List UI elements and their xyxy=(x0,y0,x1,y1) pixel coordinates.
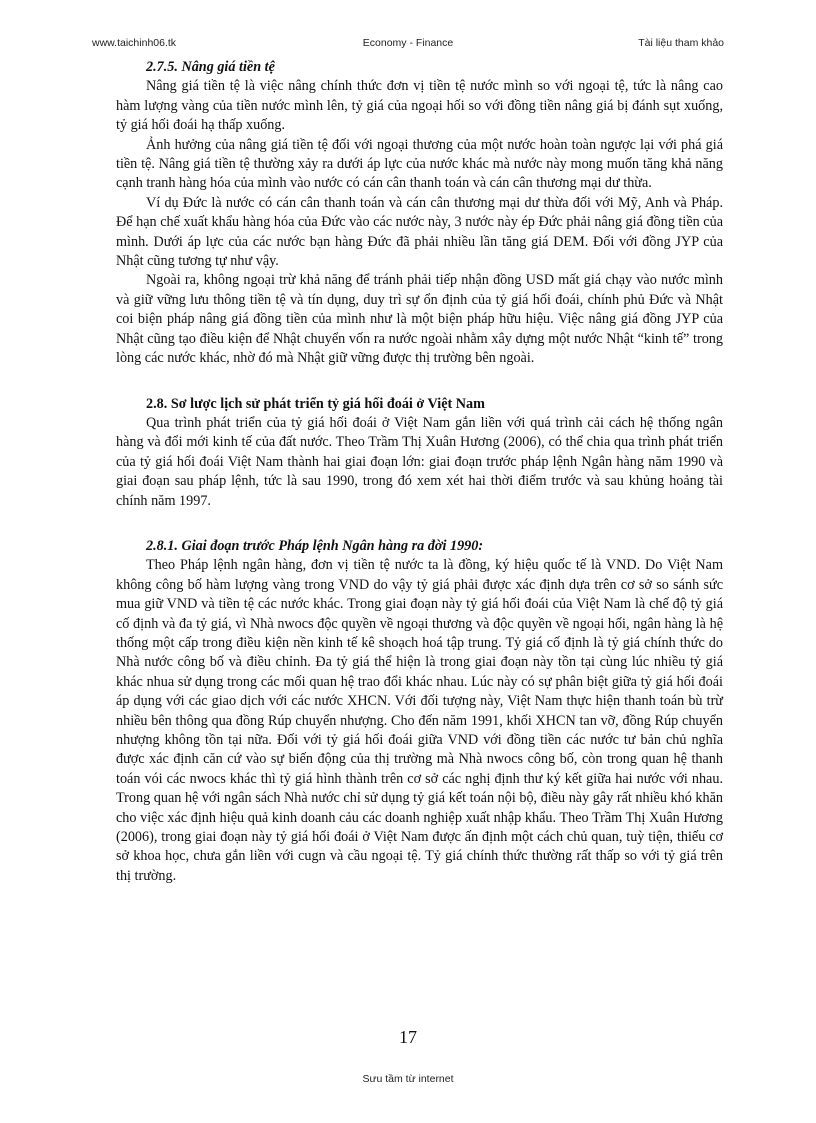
paragraph: Theo Pháp lệnh ngân hàng, đơn vị tiền tệ nước ta là đồng, ký hiệu quốc tế là VND. Do Việt Nam không công bố hàm lượng vàng trong VND do vậy tỷ giá phải được xác định dựa trên cơ sở so sánh sức mua giữ VND và tiền tệ các nước khác. Trong giai đoạn này tỷ giá hối đoái của Việt Nam là chế độ tỷ giá cố định và đa tỷ giá, vì Nhà nwocs độc quyền về ngoại thương và độc quyền về ngoại hối, ngân hàng là hệ thống một cấp trong điều kiện nền kinh tế kê shoạch hoá tập trung. Tỷ giá cố định là tỷ giá chính thức do Nhà nước công bố và điều chỉnh. Đa tỷ giá thể hiện là trong giai đoạn này tồn tại cùng lúc nhiều tỷ giá khác nhua sử dụng trong các mối quan hệ trao đổi khác nhau. Lúc này có sự phân biệt giữa tỷ giá hối đoái áp dụng với các giao dịch với các nước XHCN. Với đối tượng này, Việt Nam thực hiện thanh toán bù trừ nhiều bên thông qua đồng Rúp chuyển nhượng. Cho đến năm 1991, khối XHCN tan vỡ, đồng Rúp chuyển nhượng không tồn tại nữa. Đối với tỷ giá hối đoái giữa VND với đồng tiền các nước tư bản chủ nghĩa được xác định căn cứ vào sự biến động của thị trường mà Nhà nwocs công bố, còn trong quan hệ thanh toán vói các nwocs khác thì tỷ giá hình thành trên cơ sở các nghị định thư ký kết giữa hai nước với nhau. Trong quan hệ với ngân sách Nhà nước chỉ sử dụng tỷ giá kết toán nội bộ, điều này gây rất nhiều khó khăn cho việc xác định hiệu quả kinh doanh cảu các doanh nghiệp xuất nhập khẩu. Theo Trầm Thị Xuân Hương (2006), trong giai đoạn này tỷ giá hối đoái ở Việt Nam được ấn định một cách chủ quan, tuỳ tiện, thiếu cơ sở khoa học, chưa gắn liền với cugn và cầu ngoại tệ. Tỷ giá chính thức thường rất thấp so với tỷ giá trên thị trường. xyxy=(116,557,723,884)
header-website: www.taichinh06.tk xyxy=(92,37,177,49)
page-body xyxy=(116,58,723,886)
paragraph: Ví dụ Đức là nước có cán cân thanh toán và cán cân thương mại dư thừa đối với Mỹ, Anh và Pháp. Để hạn chế xuất khẩu hàng hóa của Đức vào các nước này, 3 nước này ép Đức phải nâng giá đồng tiền của mình. Dưới áp lực của các nước bạn hàng Đức đã phải nhiều lần tăng giá DEM. Đối với đồng JYP của Nhật cũng tương tự như vậy. xyxy=(116,194,723,270)
section-heading-2-8-1: 2.8.1. Giai đoạn trước Pháp lệnh Ngân hàng ra đời 1990: xyxy=(146,537,484,554)
page-header xyxy=(92,37,724,53)
paragraph: Nâng giá tiền tệ là việc nâng chính thức đơn vị tiền tệ nước mình so với ngoại tệ, tức là nâng cao hàm lượng vàng của tiền nước mình lên, tỷ giá của ngoại hối so với đồng tiền nâng giá bị đánh sụt xuống, tỷ giá hối đoái hạ thấp xuống. xyxy=(116,78,723,134)
page-number: 17 xyxy=(399,1027,417,1047)
paragraph: Qua trình phát triển của tỷ giá hối đoái ở Việt Nam gắn liền với quá trình cải cách hệ thống ngân hàng và đổi mới kinh tế của đất nước. Theo Trầm Thị Xuân Hương (2006), có thể chia qua trình phát triển của tỷ giá hối đoái Việt Nam thành hai giai đoạn lớn: giai đoạn trước pháp lệnh Ngân hàng năm 1990 và giai đoạn sau pháp lệnh, tức là sau 1990, trong đó xem xét hai thời điểm trước và sau khủng hoảng tài chính năm 1997. xyxy=(116,414,723,509)
paragraph: Ngoài ra, không ngoại trừ khả năng để tránh phải tiếp nhận đồng USD mất giá chạy vào nước mình và giữ vững lưu thông tiền tệ và tín dụng, duy trì sự ổn định của tỷ giá hối đoái, chính phủ Đức và Nhật coi biện pháp nâng giá đồng tiền của mình như là một biện pháp hữu hiệu. Việc nâng giá đồng JYP của Nhật cũng tạo điều kiện để Nhật chuyển vốn ra nước ngoài nhằm xây dựng một nước Nhật “kinh tế” trong lòng các nước khác, nhờ đó mà Nhật giữ vững được thị trường bên ngoài. xyxy=(116,272,723,367)
header-doc-type: Tài liệu tham khảo xyxy=(638,37,724,49)
header-category: Economy - Finance xyxy=(362,37,454,49)
section-heading-2-7-5: 2.7.5. Nâng giá tiền tệ xyxy=(146,59,275,75)
paragraph: Ảnh hưởng của nâng giá tiền tệ đối với ngoại thương của một nước hoàn toàn ngược lại với phá giá tiền tệ. Nâng giá tiền tệ thường xảy ra dưới áp lực của nước khác mà nước này mong muốn tăng khả năng cạnh tranh hàng hóa của mình vào nước có cán cân thanh toán và cán cân thương mại dư thừa. xyxy=(116,136,723,192)
page-footer: Sưu tầm từ internet xyxy=(362,1073,454,1085)
section-heading-2-8: 2.8. Sơ lược lịch sử phát triển tỷ giá hối đoái ở Việt Nam xyxy=(146,395,485,412)
